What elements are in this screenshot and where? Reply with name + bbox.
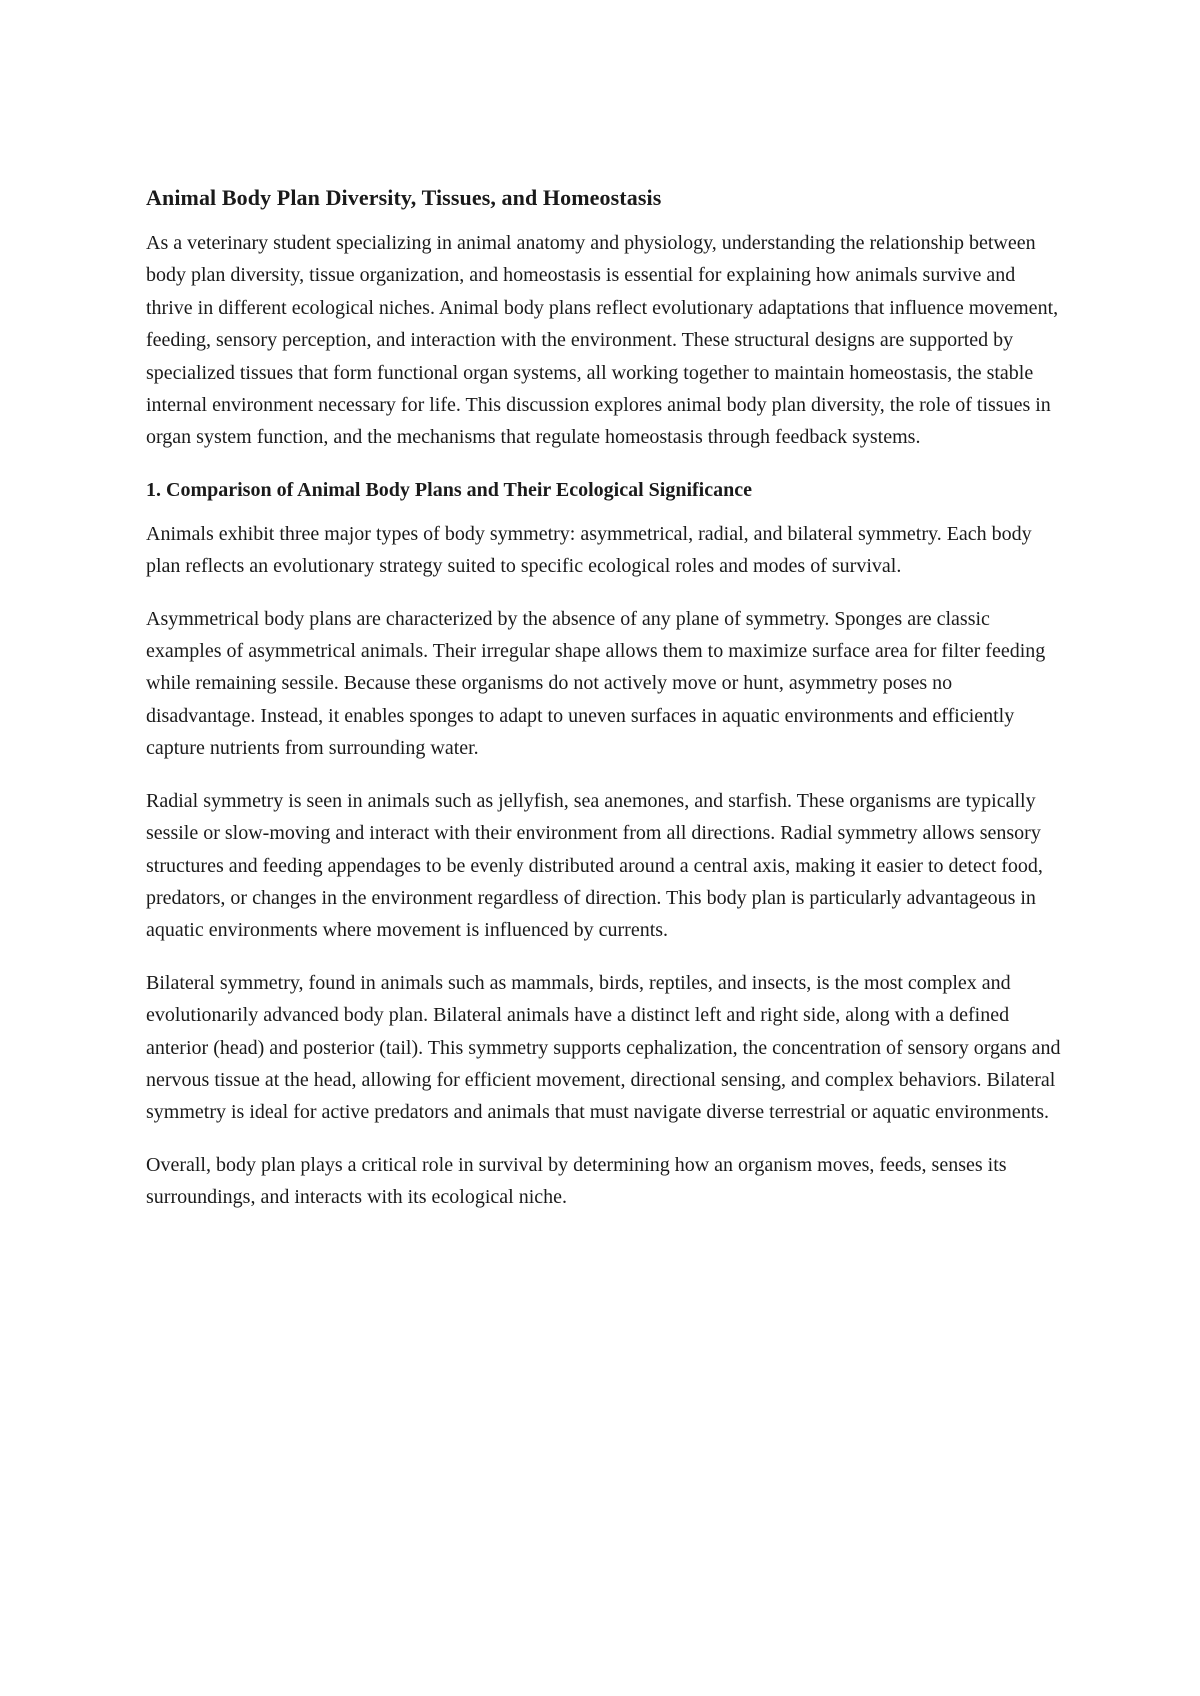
body-paragraph-overall: Overall, body plan plays a critical role in survival by determining how an organism moves, feeds, senses its surroundings, and interacts with its ecological niche. xyxy=(146,1153,1007,1209)
document-body xyxy=(146,181,1066,1234)
body-paragraph-symmetry-types: Animals exhibit three major types of body symmetry: asymmetrical, radial, and bilateral symmetry. Each body plan reflects an evolutionary strategy suited to specific ecological roles and modes of survival. xyxy=(146,522,1032,578)
body-paragraph-asymmetrical: Asymmetrical body plans are characterized by the absence of any plane of symmetry. Sponges are classic examples of asymmetrical animals. Their irregular shape allows them to maximize surface area for filter feeding while remaining sessile. Because these organisms do not actively move or hunt, asymmetry poses no disadvantage. Instead, it enables sponges to adapt to uneven surfaces in aquatic environments and efficiently capture nutrients from surrounding water. xyxy=(146,607,1046,760)
section-heading: 1. Comparison of Animal Body Plans and Their Ecological Significance xyxy=(146,478,752,501)
body-paragraph-radial: Radial symmetry is seen in animals such as jellyfish, sea anemones, and starfish. These organisms are typically sessile or slow-moving and interact with their environment from all directions. Radial symmetry allows sensory structures and feeding appendages to be evenly distributed around a central axis, making it easier to detect food, predators, or changes in the environment regardless of direction. This body plan is particularly advantageous in aquatic environments where movement is influenced by currents. xyxy=(146,789,1043,942)
document-title: Animal Body Plan Diversity, Tissues, and Homeostasis xyxy=(146,185,662,210)
intro-paragraph: As a veterinary student specializing in animal anatomy and physiology, understanding the relationship between body plan diversity, tissue organization, and homeostasis is essential for explaining how animals survive and thrive in different ecological niches. Animal body plans reflect evolutionary adaptations that influence movement, feeding, sensory perception, and interaction with the environment. These structural designs are supported by specialized tissues that form functional organ systems, all working together to maintain homeostasis, the stable internal environment necessary for life. This discussion explores animal body plan diversity, the role of tissues in organ system function, and the mechanisms that regulate homeostasis through feedback systems. xyxy=(146,232,1059,449)
body-paragraph-bilateral: Bilateral symmetry, found in animals such as mammals, birds, reptiles, and insects, is the most complex and evolutionarily advanced body plan. Bilateral animals have a distinct left and right side, along with a defined anterior (head) and posterior (tail). This symmetry supports cephalization, the concentration of sensory organs and nervous tissue at the head, allowing for efficient movement, directional sensing, and complex behaviors. Bilateral symmetry is ideal for active predators and animals that must navigate diverse terrestrial or aquatic environments. xyxy=(146,971,1061,1124)
